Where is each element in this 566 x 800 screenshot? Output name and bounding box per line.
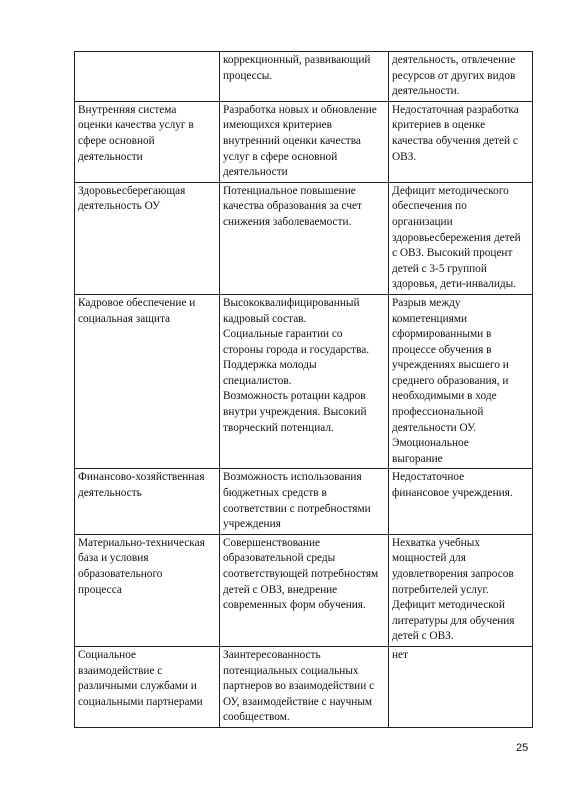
cell-text-line: Дефицит методического <box>392 184 509 197</box>
cell-text-line: деятельности <box>78 150 143 163</box>
swot-table <box>74 51 533 728</box>
cell-text-line: мощностей для <box>392 552 466 565</box>
cell-text-line: выгорание <box>392 452 443 465</box>
weakness-cell <box>389 101 533 182</box>
cell-text-line: оценки качества услуг в <box>78 119 194 132</box>
weakness-cell <box>389 469 533 534</box>
cell-text-line: Возможность ротации кадров <box>223 390 366 403</box>
cell-text-line: образовательной среды <box>223 552 336 565</box>
cell-text-line: соответствии с потребностями <box>223 502 371 515</box>
cell-text-line: среднего образования, и <box>392 374 509 387</box>
cell-text-line: Материально-техническая <box>78 536 205 549</box>
table-row <box>75 469 533 534</box>
table-row <box>75 52 533 102</box>
cell-text-line: потребителей услуг. <box>392 583 489 596</box>
area-cell <box>75 52 220 102</box>
area-cell <box>75 182 220 294</box>
cell-text-line: стороны города и государства. <box>223 343 370 356</box>
cell-text-line: Высококвалифицированный <box>223 296 360 309</box>
cell-text-line: Здоровьесберегающая <box>78 184 186 197</box>
cell-text-line: специалистов. <box>223 374 292 387</box>
table-row <box>75 182 533 294</box>
cell-text-line: Дефицит методической <box>392 599 505 612</box>
cell-text-line: критериев в оценке <box>392 119 486 132</box>
table-row <box>75 294 533 469</box>
strength-cell <box>220 101 389 182</box>
strength-cell <box>220 182 389 294</box>
area-cell <box>75 646 220 727</box>
cell-text-line: внутри учреждения. Высокий <box>223 406 367 419</box>
cell-text-line: бюджетных средств в <box>223 487 327 500</box>
cell-text-line: компетенциями <box>392 312 468 325</box>
cell-text-line: Разрыв между <box>392 296 461 309</box>
area-cell <box>75 534 220 646</box>
weakness-cell <box>389 294 533 469</box>
cell-text-line: Поддержка молоды <box>223 359 317 372</box>
cell-text-line: деятельности. <box>392 85 460 98</box>
cell-text-line: качества образования за счет <box>223 200 362 213</box>
cell-text-line: литературы для обучения <box>392 614 515 627</box>
cell-text-line: учреждения <box>223 518 281 531</box>
cell-text-line: ОВЗ. <box>392 150 417 163</box>
cell-text-line: Разработка новых и обновление <box>223 103 377 116</box>
cell-text-line: партнеров во взаимодействии с <box>223 680 375 693</box>
cell-text-line: организации <box>392 215 453 228</box>
cell-text-line: коррекционный, развивающий <box>223 54 371 66</box>
cell-text-line: Возможность использования <box>223 471 362 484</box>
weakness-cell <box>389 646 533 727</box>
cell-text-line: детей с ОВЗ, внедрение <box>223 583 338 596</box>
cell-text-line: Кадровое обеспечение и <box>78 296 196 309</box>
cell-text-line: нет <box>392 648 408 661</box>
cell-text-line: деятельность, отвлечение <box>392 54 516 66</box>
weakness-cell <box>389 52 533 102</box>
table-row <box>75 646 533 727</box>
table-row <box>75 101 533 182</box>
strength-cell <box>220 646 389 727</box>
cell-text-line: детей с ОВЗ. <box>392 630 454 643</box>
cell-text-line: сообществом. <box>223 711 290 724</box>
strength-cell <box>220 469 389 534</box>
cell-text-line: необходимыми в ходе <box>392 390 497 403</box>
cell-text-line: сфере основной <box>78 134 155 147</box>
cell-text-line: социальная защита <box>78 312 171 325</box>
cell-text-line: различными службами и <box>78 680 197 693</box>
cell-text-line: процессе обучения в <box>392 343 492 356</box>
cell-text-line: деятельности ОУ. <box>392 421 476 434</box>
cell-text-line: потенциальных социальных <box>223 664 359 677</box>
cell-text-line: Потенциальное повышение <box>223 184 356 197</box>
cell-text-line: Эмоциональное <box>392 437 469 450</box>
cell-text-line: ресурсов от других видов <box>392 69 516 82</box>
strength-cell <box>220 534 389 646</box>
strength-cell <box>220 52 389 102</box>
cell-text-line: деятельность ОУ <box>78 200 161 213</box>
cell-text-line: образовательного <box>78 568 163 580</box>
cell-text-line: Недостаточное <box>392 471 465 484</box>
cell-text-line: кадровый состав. <box>223 312 307 325</box>
strength-cell <box>220 294 389 469</box>
cell-text-line: учреждениях высшего и <box>392 359 509 372</box>
cell-text-line: с ОВЗ. Высокий процент <box>392 247 513 260</box>
cell-text-line: современных форм обучения. <box>223 599 366 612</box>
cell-text-line: имеющихся критериев <box>223 119 332 132</box>
cell-text-line: финансовое учреждения. <box>392 487 513 500</box>
table-body <box>75 52 533 728</box>
cell-text-line: творческий потенциал. <box>223 421 334 434</box>
cell-text-line: здоровья, дети-инвалиды. <box>392 278 517 291</box>
cell-text-line: база и условия <box>78 552 149 565</box>
cell-text-line: качества обучения детей с <box>392 134 518 147</box>
cell-text-line: здоровьесбережения детей <box>392 231 521 244</box>
cell-text-line: Заинтересованность <box>223 648 321 661</box>
cell-text-line: процессы. <box>223 69 273 82</box>
page-number: 25 <box>516 742 529 754</box>
cell-text-line: Совершенствование <box>223 536 321 549</box>
area-cell <box>75 469 220 534</box>
cell-text-line: Финансово-хозяйственная <box>78 471 205 484</box>
cell-text-line: Нехватка учебных <box>392 536 481 549</box>
cell-text-line: детей с 3-5 группой <box>392 262 487 275</box>
cell-text-line: удовлетворения запросов <box>392 568 514 580</box>
cell-text-line: взаимодействие с <box>78 664 163 677</box>
cell-text-line: снижения заболеваемости. <box>223 215 352 228</box>
cell-text-line: профессиональной <box>392 406 484 419</box>
cell-text-line: процесса <box>78 583 122 596</box>
cell-text-line: Социальные гарантии со <box>223 328 343 341</box>
cell-text-line: Внутренняя система <box>78 103 177 116</box>
cell-text-line: Социальное <box>78 648 137 661</box>
cell-text-line: социальными партнерами <box>78 695 203 708</box>
cell-text-line: внутренний оценки качества <box>223 134 361 147</box>
cell-text-line: обеспечения по <box>392 200 467 213</box>
area-cell <box>75 101 220 182</box>
area-cell <box>75 294 220 469</box>
table-row <box>75 534 533 646</box>
cell-text-line: деятельности <box>223 166 288 179</box>
cell-text-line: Недостаточная разработка <box>392 103 519 116</box>
cell-text-line: сформированными в <box>392 328 492 341</box>
cell-text-line: ОУ, взаимодействие с научным <box>223 695 373 708</box>
weakness-cell <box>389 182 533 294</box>
cell-text-line: деятельность <box>78 487 142 500</box>
cell-text-line: услуг в сфере основной <box>223 150 338 163</box>
cell-text-line: соответствующей потребностям <box>223 568 379 580</box>
weakness-cell <box>389 534 533 646</box>
